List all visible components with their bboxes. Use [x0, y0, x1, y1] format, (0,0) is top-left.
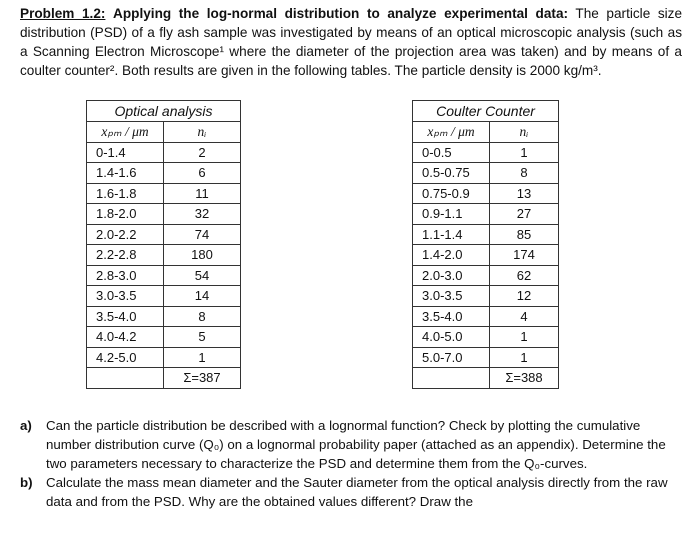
- coulter-row: [413, 204, 559, 225]
- optical-size-cell: 4.0-4.2: [87, 327, 164, 348]
- optical-count-cell: 14: [164, 286, 241, 307]
- coulter-count-cell: 1: [490, 142, 559, 163]
- optical-size-cell: 2.2-2.8: [87, 245, 164, 266]
- coulter-caption: Coulter Counter: [413, 101, 559, 122]
- coulter-count-cell: 62: [490, 265, 559, 286]
- coulter-size-cell: 0-0.5: [413, 142, 490, 163]
- coulter-count-cell: 27: [490, 204, 559, 225]
- optical-row: [87, 163, 241, 184]
- coulter-row: [413, 245, 559, 266]
- problem-body: The particle size distribution (PSD) of a fly ash sample was investigated by means of an optical microscopic analysis (such as a Scanning Electron Microscope¹ where the diameter of the projection area was taken) and by means of a coulter counter². Both results are given in the following tables. The particle density is 2000 kg/m³.: [20, 6, 683, 78]
- coulter-size-cell: 2.0-3.0: [413, 265, 490, 286]
- coulter-count-cell: 12: [490, 286, 559, 307]
- optical-count-cell: 11: [164, 183, 241, 204]
- question-text: Calculate the mass mean diameter and the Sauter diameter from the optical analysis directly from the raw data and from the PSD. Why are the obtained values different? Draw the: [46, 475, 668, 509]
- optical-row: [87, 286, 241, 307]
- coulter-size-cell: 1.4-2.0: [413, 245, 490, 266]
- problem-statement: [20, 4, 682, 80]
- optical-row: [87, 183, 241, 204]
- coulter-row: [413, 347, 559, 368]
- coulter-count-cell: 85: [490, 224, 559, 245]
- question-b: [20, 473, 680, 511]
- optical-header-count: nᵢ: [164, 122, 241, 143]
- optical-count-cell: 6: [164, 163, 241, 184]
- optical-size-cell: 1.4-1.6: [87, 163, 164, 184]
- optical-row: [87, 347, 241, 368]
- coulter-header-count: nᵢ: [490, 122, 559, 143]
- optical-caption: Optical analysis: [87, 101, 241, 122]
- question-a: [20, 416, 680, 473]
- optical-count-cell: 8: [164, 306, 241, 327]
- coulter-row: [413, 142, 559, 163]
- optical-sum-blank: [87, 368, 164, 389]
- optical-row: [87, 327, 241, 348]
- optical-row: [87, 204, 241, 225]
- coulter-counter-table: [412, 100, 559, 389]
- optical-count-cell: 74: [164, 224, 241, 245]
- optical-row: [87, 245, 241, 266]
- optical-count-cell: 54: [164, 265, 241, 286]
- optical-header-size: xₚₘ / μm: [87, 122, 164, 143]
- optical-size-cell: 0-1.4: [87, 142, 164, 163]
- coulter-count-cell: 1: [490, 347, 559, 368]
- coulter-size-cell: 0.75-0.9: [413, 183, 490, 204]
- coulter-size-cell: 5.0-7.0: [413, 347, 490, 368]
- coulter-count-cell: 13: [490, 183, 559, 204]
- optical-count-cell: 5: [164, 327, 241, 348]
- optical-analysis-table: [86, 100, 241, 389]
- optical-size-cell: 1.6-1.8: [87, 183, 164, 204]
- optical-count-cell: 2: [164, 142, 241, 163]
- coulter-count-cell: 1: [490, 327, 559, 348]
- optical-size-cell: 3.5-4.0: [87, 306, 164, 327]
- problem-heading: Applying the log-normal distribution to analyze experimental data:: [113, 6, 569, 21]
- optical-size-cell: 3.0-3.5: [87, 286, 164, 307]
- optical-row: [87, 142, 241, 163]
- optical-size-cell: 1.8-2.0: [87, 204, 164, 225]
- optical-size-cell: 4.2-5.0: [87, 347, 164, 368]
- question-text: Can the particle distribution be described with a lognormal function? Check by plotting the cumulative number distribution curve (Q₀) on a lognormal probability paper (attached as an appendix). Determine the two parameters necessary to characterize the PSD and determine them from the Q₀-curves.: [46, 418, 666, 471]
- questions-list: [20, 416, 680, 511]
- optical-size-cell: 2.8-3.0: [87, 265, 164, 286]
- coulter-sum: Σ=388: [490, 368, 559, 389]
- optical-count-cell: 32: [164, 204, 241, 225]
- optical-count-cell: 180: [164, 245, 241, 266]
- coulter-count-cell: 174: [490, 245, 559, 266]
- optical-sum: Σ=387: [164, 368, 241, 389]
- coulter-size-cell: 3.5-4.0: [413, 306, 490, 327]
- coulter-size-cell: 4.0-5.0: [413, 327, 490, 348]
- coulter-row: [413, 327, 559, 348]
- question-label: a): [20, 418, 32, 433]
- problem-number: Problem 1.2:: [20, 6, 106, 21]
- optical-row: [87, 224, 241, 245]
- coulter-size-cell: 0.5-0.75: [413, 163, 490, 184]
- optical-row: [87, 265, 241, 286]
- optical-count-cell: 1: [164, 347, 241, 368]
- coulter-row: [413, 286, 559, 307]
- optical-row: [87, 306, 241, 327]
- coulter-row: [413, 265, 559, 286]
- coulter-row: [413, 163, 559, 184]
- coulter-sum-blank: [413, 368, 490, 389]
- coulter-row: [413, 183, 559, 204]
- coulter-size-cell: 1.1-1.4: [413, 224, 490, 245]
- question-label: b): [20, 475, 33, 490]
- coulter-count-cell: 8: [490, 163, 559, 184]
- coulter-row: [413, 224, 559, 245]
- coulter-size-cell: 3.0-3.5: [413, 286, 490, 307]
- coulter-size-cell: 0.9-1.1: [413, 204, 490, 225]
- coulter-row: [413, 306, 559, 327]
- optical-size-cell: 2.0-2.2: [87, 224, 164, 245]
- coulter-count-cell: 4: [490, 306, 559, 327]
- coulter-header-size: xₚₘ / μm: [413, 122, 490, 143]
